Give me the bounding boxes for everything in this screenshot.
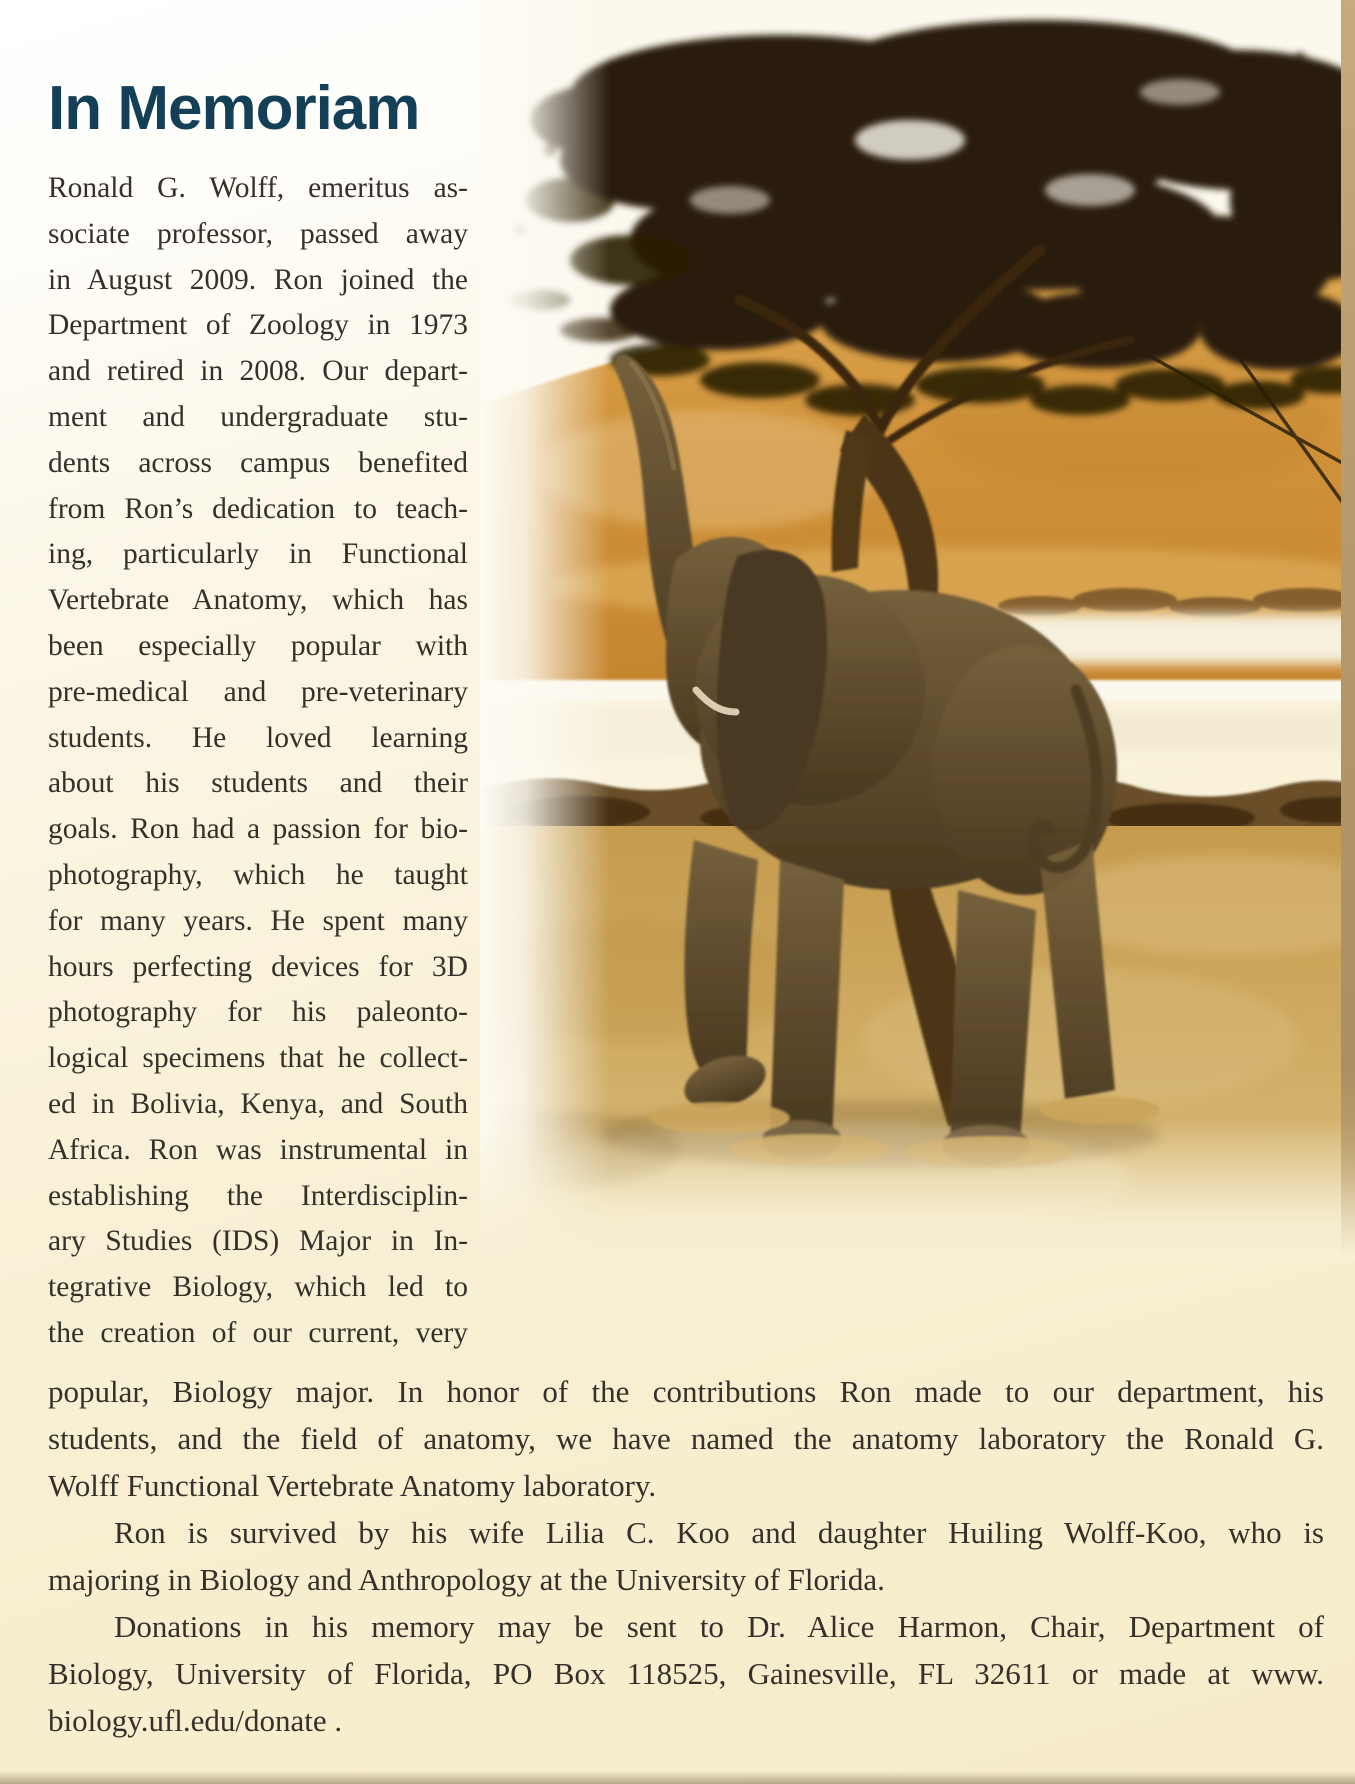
- text-line: from Ron’s dedication to teach-: [48, 492, 468, 525]
- text-line: about his students and their: [48, 767, 468, 800]
- text-line: Donations in his memory may be sent to Dr. Alice Harmon, Chair, Department of: [114, 1609, 1324, 1644]
- text-line: dents across campus benefited: [48, 446, 468, 479]
- photo-left-fade: [480, 0, 610, 1260]
- text-line: ed in Bolivia, Kenya, and South: [48, 1087, 468, 1120]
- text-line: popular, Biology major. In honor of the contributions Ron made to our department, his: [48, 1374, 1324, 1409]
- text-line: for many years. He spent many: [48, 904, 468, 937]
- text-line: Vertebrate Anatomy, which has: [48, 584, 468, 617]
- text-line: students. He loved learning: [48, 721, 468, 754]
- obituary-bottom-text: [48, 1368, 1324, 1744]
- text-line: Department of Zoology in 1973: [48, 309, 468, 342]
- text-line: goals. Ron had a passion for bio-: [48, 813, 468, 846]
- scan-edge-bottom: [0, 1771, 1355, 1784]
- text-line: sociate professor, passed away: [48, 217, 468, 250]
- photo-bottom-fade: [480, 1120, 1355, 1260]
- text-line: majoring in Biology and Anthropology at the University of Florida.: [48, 1562, 885, 1597]
- elephant-front-leg-lifted: [684, 840, 758, 1076]
- text-line: ary Studies (IDS) Major in In-: [48, 1225, 468, 1258]
- elephant-acacia-photo: [480, 0, 1355, 1260]
- text-line: the creation of our current, very: [48, 1316, 468, 1349]
- text-line: students, and the field of anatomy, we have named the anatomy laboratory the Ronald G.: [48, 1421, 1324, 1456]
- text-line: Wolff Functional Vertebrate Anatomy laboratory.: [48, 1468, 657, 1503]
- text-line: tegrative Biology, which led to: [48, 1271, 468, 1304]
- paragraph-lab-naming: [48, 1368, 1324, 1509]
- scan-edge-right: [1341, 0, 1355, 1256]
- text-line: Ronald G. Wolff, emeritus as-: [48, 172, 468, 204]
- text-line: in August 2009. Ron joined the: [48, 263, 468, 296]
- text-line: logical specimens that he collect-: [48, 1042, 468, 1075]
- text-line: ing, particularly in Functional: [48, 538, 468, 571]
- text-line: Biology, University of Florida, PO Box 118525, Gainesville, FL 32611 or made at www.: [48, 1656, 1324, 1691]
- obituary-column-text: [48, 166, 468, 1357]
- text-line: establishing the Interdisciplin-: [48, 1179, 468, 1212]
- text-line: ment and undergraduate stu-: [48, 400, 468, 433]
- paragraph-survivors: [48, 1509, 1324, 1603]
- text-line: and retired in 2008. Our depart-: [48, 355, 468, 388]
- text-line: photography, which he taught: [48, 858, 468, 891]
- text-line: been especially popular with: [48, 629, 468, 662]
- text-line: hours perfecting devices for 3D: [48, 950, 468, 983]
- text-line: photography for his paleonto-: [48, 996, 468, 1029]
- text-line: Ron is survived by his wife Lilia C. Koo and daughter Huiling Wolff-Koo, who is: [114, 1515, 1324, 1550]
- elephant-acacia-photo-art: [480, 0, 1355, 1260]
- page-title: In Memoriam: [48, 74, 420, 143]
- text-line: biology.ufl.edu/donate .: [48, 1703, 343, 1738]
- text-line: Africa. Ron was instrumental in: [48, 1133, 468, 1166]
- paragraph-donations: [48, 1603, 1324, 1744]
- text-line: pre-medical and pre-veterinary: [48, 675, 468, 708]
